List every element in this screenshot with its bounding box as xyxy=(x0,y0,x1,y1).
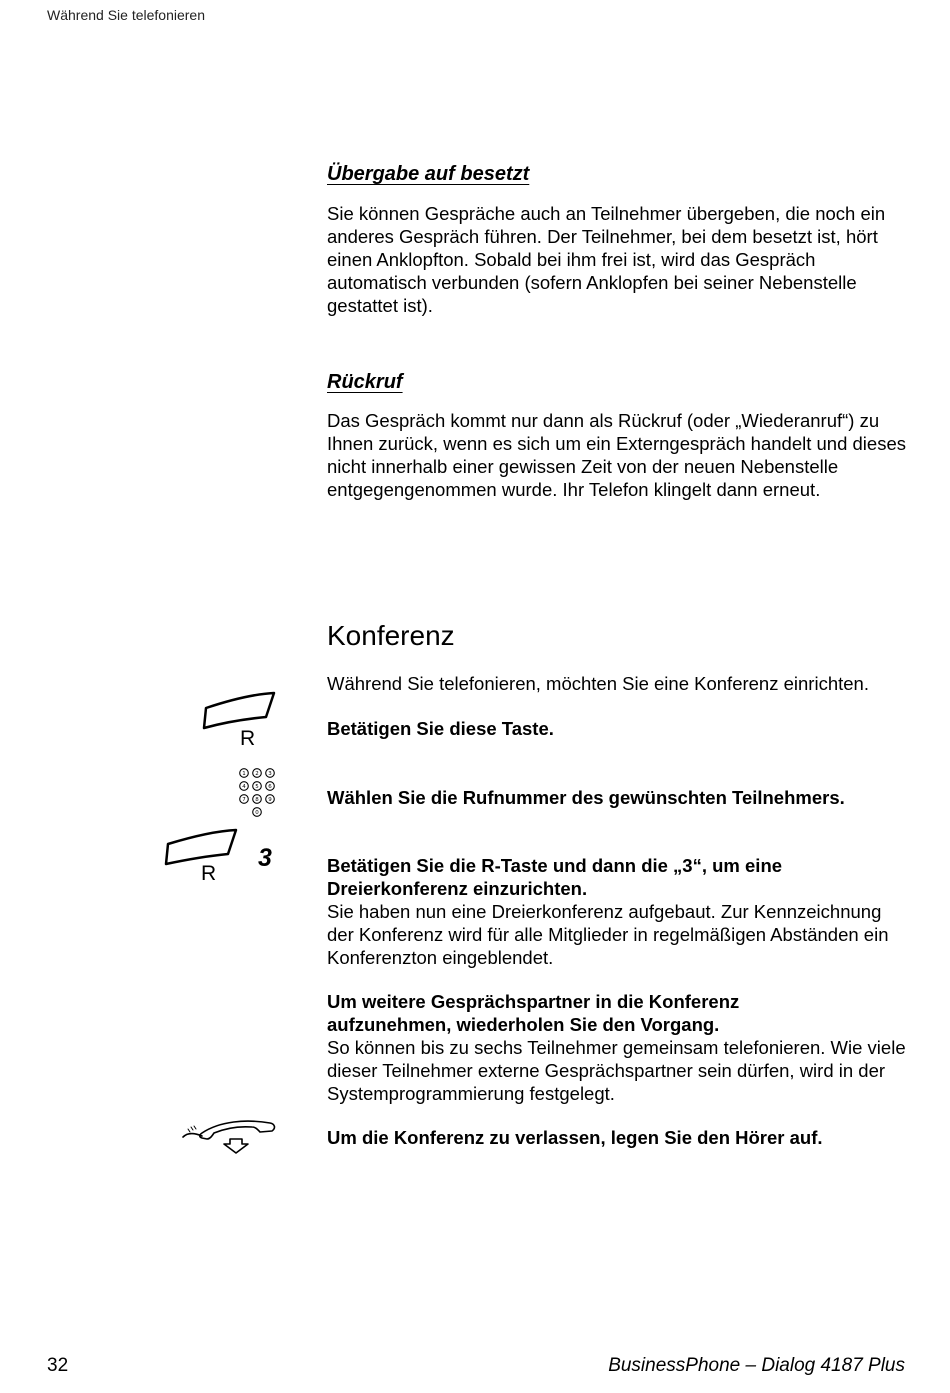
r-key-label-2: R xyxy=(201,862,217,885)
konferenz-intro: Während Sie telefonieren, möchten Sie eine Konferenz einrichten. xyxy=(327,673,869,694)
step2-text: Wählen Sie die Rufnummer des gewünschten Teilnehmers. xyxy=(327,787,845,808)
svg-text:3: 3 xyxy=(268,771,272,777)
section-body-uebergabe: Sie können Gespräche auch an Teilnehmer übergeben, die noch ein anderes Gespräch führen. Der Teilnehmer, bei dem besetzt ist, hört einen Anklopfton. Sobald bei ihm frei ist, wird das Gespräch automatisch verbunden (sofern Anklopfen bei seiner Nebenstelle gestattet ist). xyxy=(327,203,886,316)
step4-bold-text: Um weitere Gesprächspartner in die Konferenz aufzunehmen, wiederholen Sie den Vorgang. xyxy=(327,991,740,1035)
handset-hangup-icon xyxy=(180,1115,280,1155)
section-title-rueckruf: Rückruf xyxy=(327,371,403,393)
step1-text: Betätigen Sie diese Taste. xyxy=(327,718,554,739)
document-title: BusinessPhone – Dialog 4187 Plus xyxy=(608,1355,905,1376)
r-key-label: R xyxy=(240,727,256,750)
step4-text: So können bis zu sechs Teilnehmer gemeinsam telefonieren. Wie viele dieser Teilnehmer externe Gesprächspartner sein dürfen, wird in der Systemprogrammierung festgelegt. xyxy=(327,1037,906,1104)
step5-text: Um die Konferenz zu verlassen, legen Sie den Hörer auf. xyxy=(327,1127,823,1148)
step3-text: Sie haben nun eine Dreierkonferenz aufgebaut. Zur Kennzeichnung der Konferenz wird für alle Mitglieder in regelmäßigen Abständen ein Konferenzton eingeblendet. xyxy=(327,901,889,968)
svg-text:8: 8 xyxy=(255,797,259,803)
svg-text:2: 2 xyxy=(255,771,259,777)
step3-bold-text: Betätigen Sie die R-Taste und dann die „3“, um eine Dreierkonferenz einzurichten. xyxy=(327,855,783,899)
digit-3-icon: 3 xyxy=(258,844,272,872)
konferenz-heading: Konferenz xyxy=(327,620,455,651)
svg-text:6: 6 xyxy=(268,784,272,790)
svg-text:7: 7 xyxy=(242,797,246,803)
section-body-rueckruf: Das Gespräch kommt nur dann als Rückruf (oder „Wiederanruf“) zu Ihnen zurück, wenn es sich um ein Externgespräch handelt und dieses nicht innerhalb einer gewissen Zeit von der neuen Nebenstelle entgegengenommen wurde. Ihr Telefon klingelt dann erneut. xyxy=(327,410,906,500)
svg-text:1: 1 xyxy=(242,771,246,777)
svg-text:9: 9 xyxy=(268,797,272,803)
running-head: Während Sie telefonieren xyxy=(47,7,205,23)
svg-text:0: 0 xyxy=(255,810,259,816)
svg-text:4: 4 xyxy=(242,784,246,790)
section-title-uebergabe: Übergabe auf besetzt xyxy=(327,163,530,185)
svg-text:5: 5 xyxy=(255,784,259,790)
keypad-icon xyxy=(238,766,280,822)
page-number: 32 xyxy=(47,1355,69,1376)
